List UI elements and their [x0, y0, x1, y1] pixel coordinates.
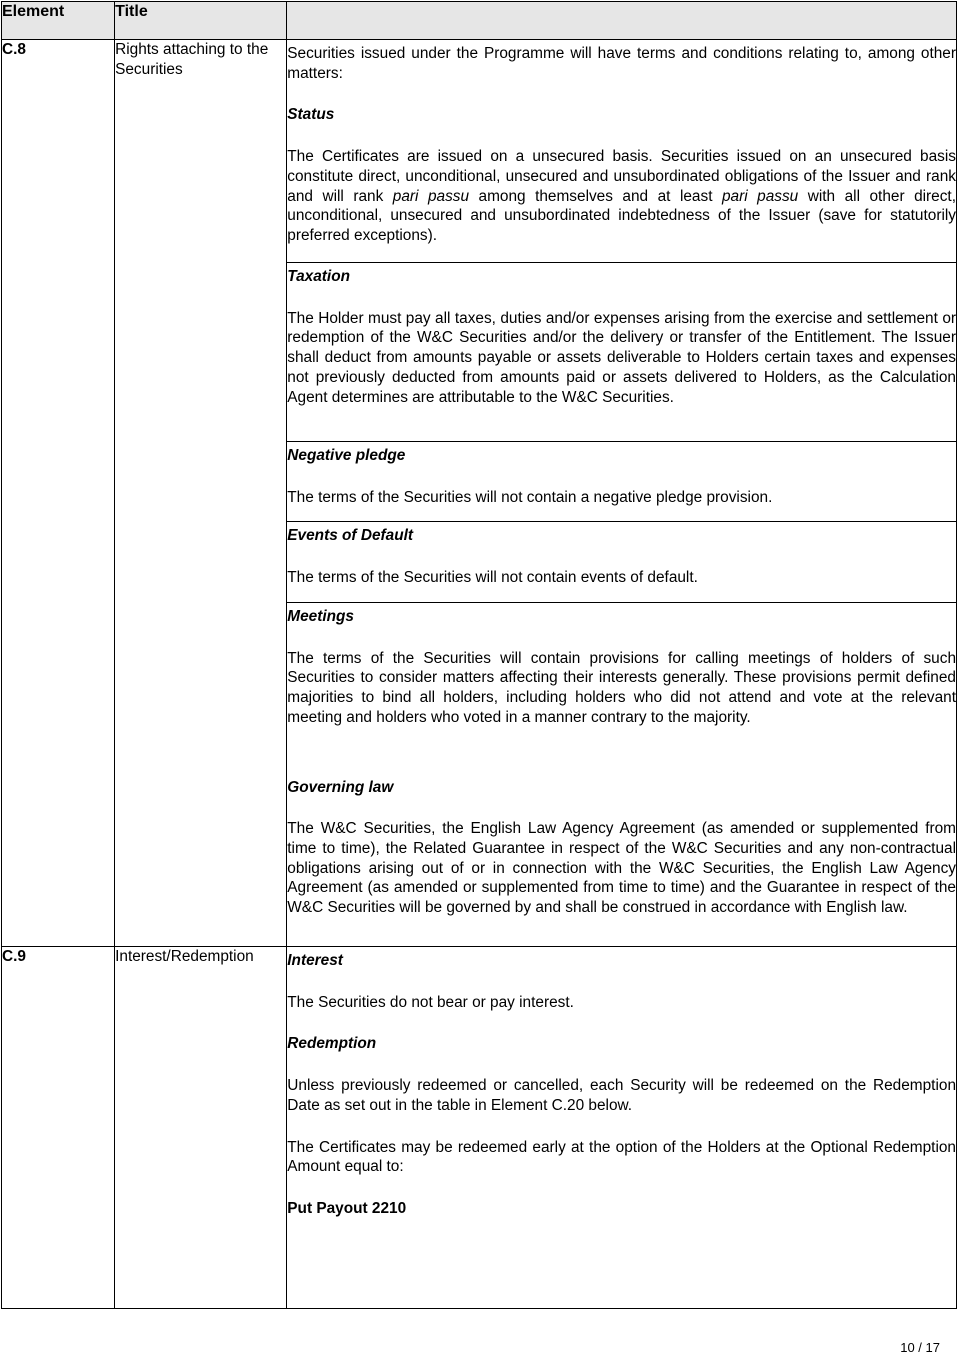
- element-c8: C.8: [2, 40, 115, 947]
- redemption-text-1: Unless previously redeemed or cancelled, each Security will be redeemed on the Redemption Date as set out in the table in Element C.20 below.: [287, 1077, 956, 1114]
- events-of-default-heading: Events of Default: [287, 527, 413, 544]
- table-row: [2, 40, 957, 263]
- status-text: The Certificates are issued on a unsecured basis. Securities issued on an unsecured basis constitute direct, unconditional, unsecured and unsubordinated obligations of the Issuer and rank and will rank pari passu among themselves and at least pari passu with all other direct, unconditional, unsecured and unsubordinated indebtedness of the Issuer (save for statutorily preferred exceptions).: [287, 148, 956, 244]
- taxation-heading: Taxation: [287, 268, 350, 285]
- c9-cell: [287, 947, 957, 1309]
- document-table: [1, 1, 957, 1309]
- governing-law-text: The W&C Securities, the English Law Agency Agreement (as amended or supplemented from time to time), the Related Guarantee in respect of the W&C Securities and any non-contractual obligations arising out of or in connection with the W&C Securities, the English Law Agency Agreement (as amended or supplemented from time to time) and the Guarantee in respect of the W&C Securities will be governed by and shall be construed in accordance with English law.: [287, 820, 956, 917]
- c8-intro: Securities issued under the Programme will have terms and conditions relating to, among other matters:: [287, 45, 956, 82]
- redemption-text-2: The Certificates may be redeemed early at the option of the Holders at the Optional Redemption Amount equal to:: [287, 1138, 956, 1176]
- header-title: Title: [115, 2, 287, 40]
- meetings-heading: Meetings: [287, 608, 354, 625]
- table-header-row: [2, 2, 957, 40]
- events-of-default-text: The terms of the Securities will not contain events of default.: [287, 568, 698, 586]
- events-of-default-cell: [287, 522, 957, 603]
- element-c9: C.9: [2, 947, 115, 1309]
- header-blank: [287, 2, 957, 40]
- taxation-text: The Holder must pay all taxes, duties and/or expenses arising from the exercise and settlement or redemption of the W&C Securities and/or the delivery or transfer of the Entitlement. The Issuer shall deduct from amounts payable or assets deliverable to Holders certain taxes and expenses not previously deducted from amounts paid or assets delivered to Holders, as the Calculation Agent determines are attributable to the W&C Securities.: [287, 309, 956, 406]
- header-element: Element: [2, 2, 115, 40]
- table-row: [2, 947, 957, 1309]
- page-number: 10 / 17: [900, 1340, 940, 1355]
- governing-law-heading: Governing law: [287, 778, 394, 796]
- redemption-heading: Redemption: [287, 1035, 377, 1053]
- put-payout-label: Put Payout 2210: [287, 1199, 407, 1217]
- governing-law-cell: [287, 767, 957, 947]
- taxation-cell: [287, 263, 957, 442]
- meetings-cell: [287, 603, 957, 767]
- meetings-text: The terms of the Securities will contain provisions for calling meetings of holders of such Securities to consider matters affecting their interests generally. These provisions permit defined majorities to bind all holders, including holders who did not attend and vote at the relevant meeting and holders who voted in a manner contrary to the majority.: [287, 649, 956, 726]
- interest-heading: Interest: [287, 952, 343, 969]
- negative-pledge-heading: Negative pledge: [287, 447, 406, 464]
- negative-pledge-cell: [287, 442, 957, 522]
- title-c9: Interest/Redemption: [115, 947, 287, 1309]
- c8-status-cell: [287, 40, 957, 263]
- negative-pledge-text: The terms of the Securities will not contain a negative pledge provision.: [287, 488, 773, 506]
- title-c8: Rights attaching to the Securities: [115, 40, 287, 947]
- status-heading: Status: [287, 106, 335, 124]
- interest-text: The Securities do not bear or pay interest.: [287, 993, 574, 1011]
